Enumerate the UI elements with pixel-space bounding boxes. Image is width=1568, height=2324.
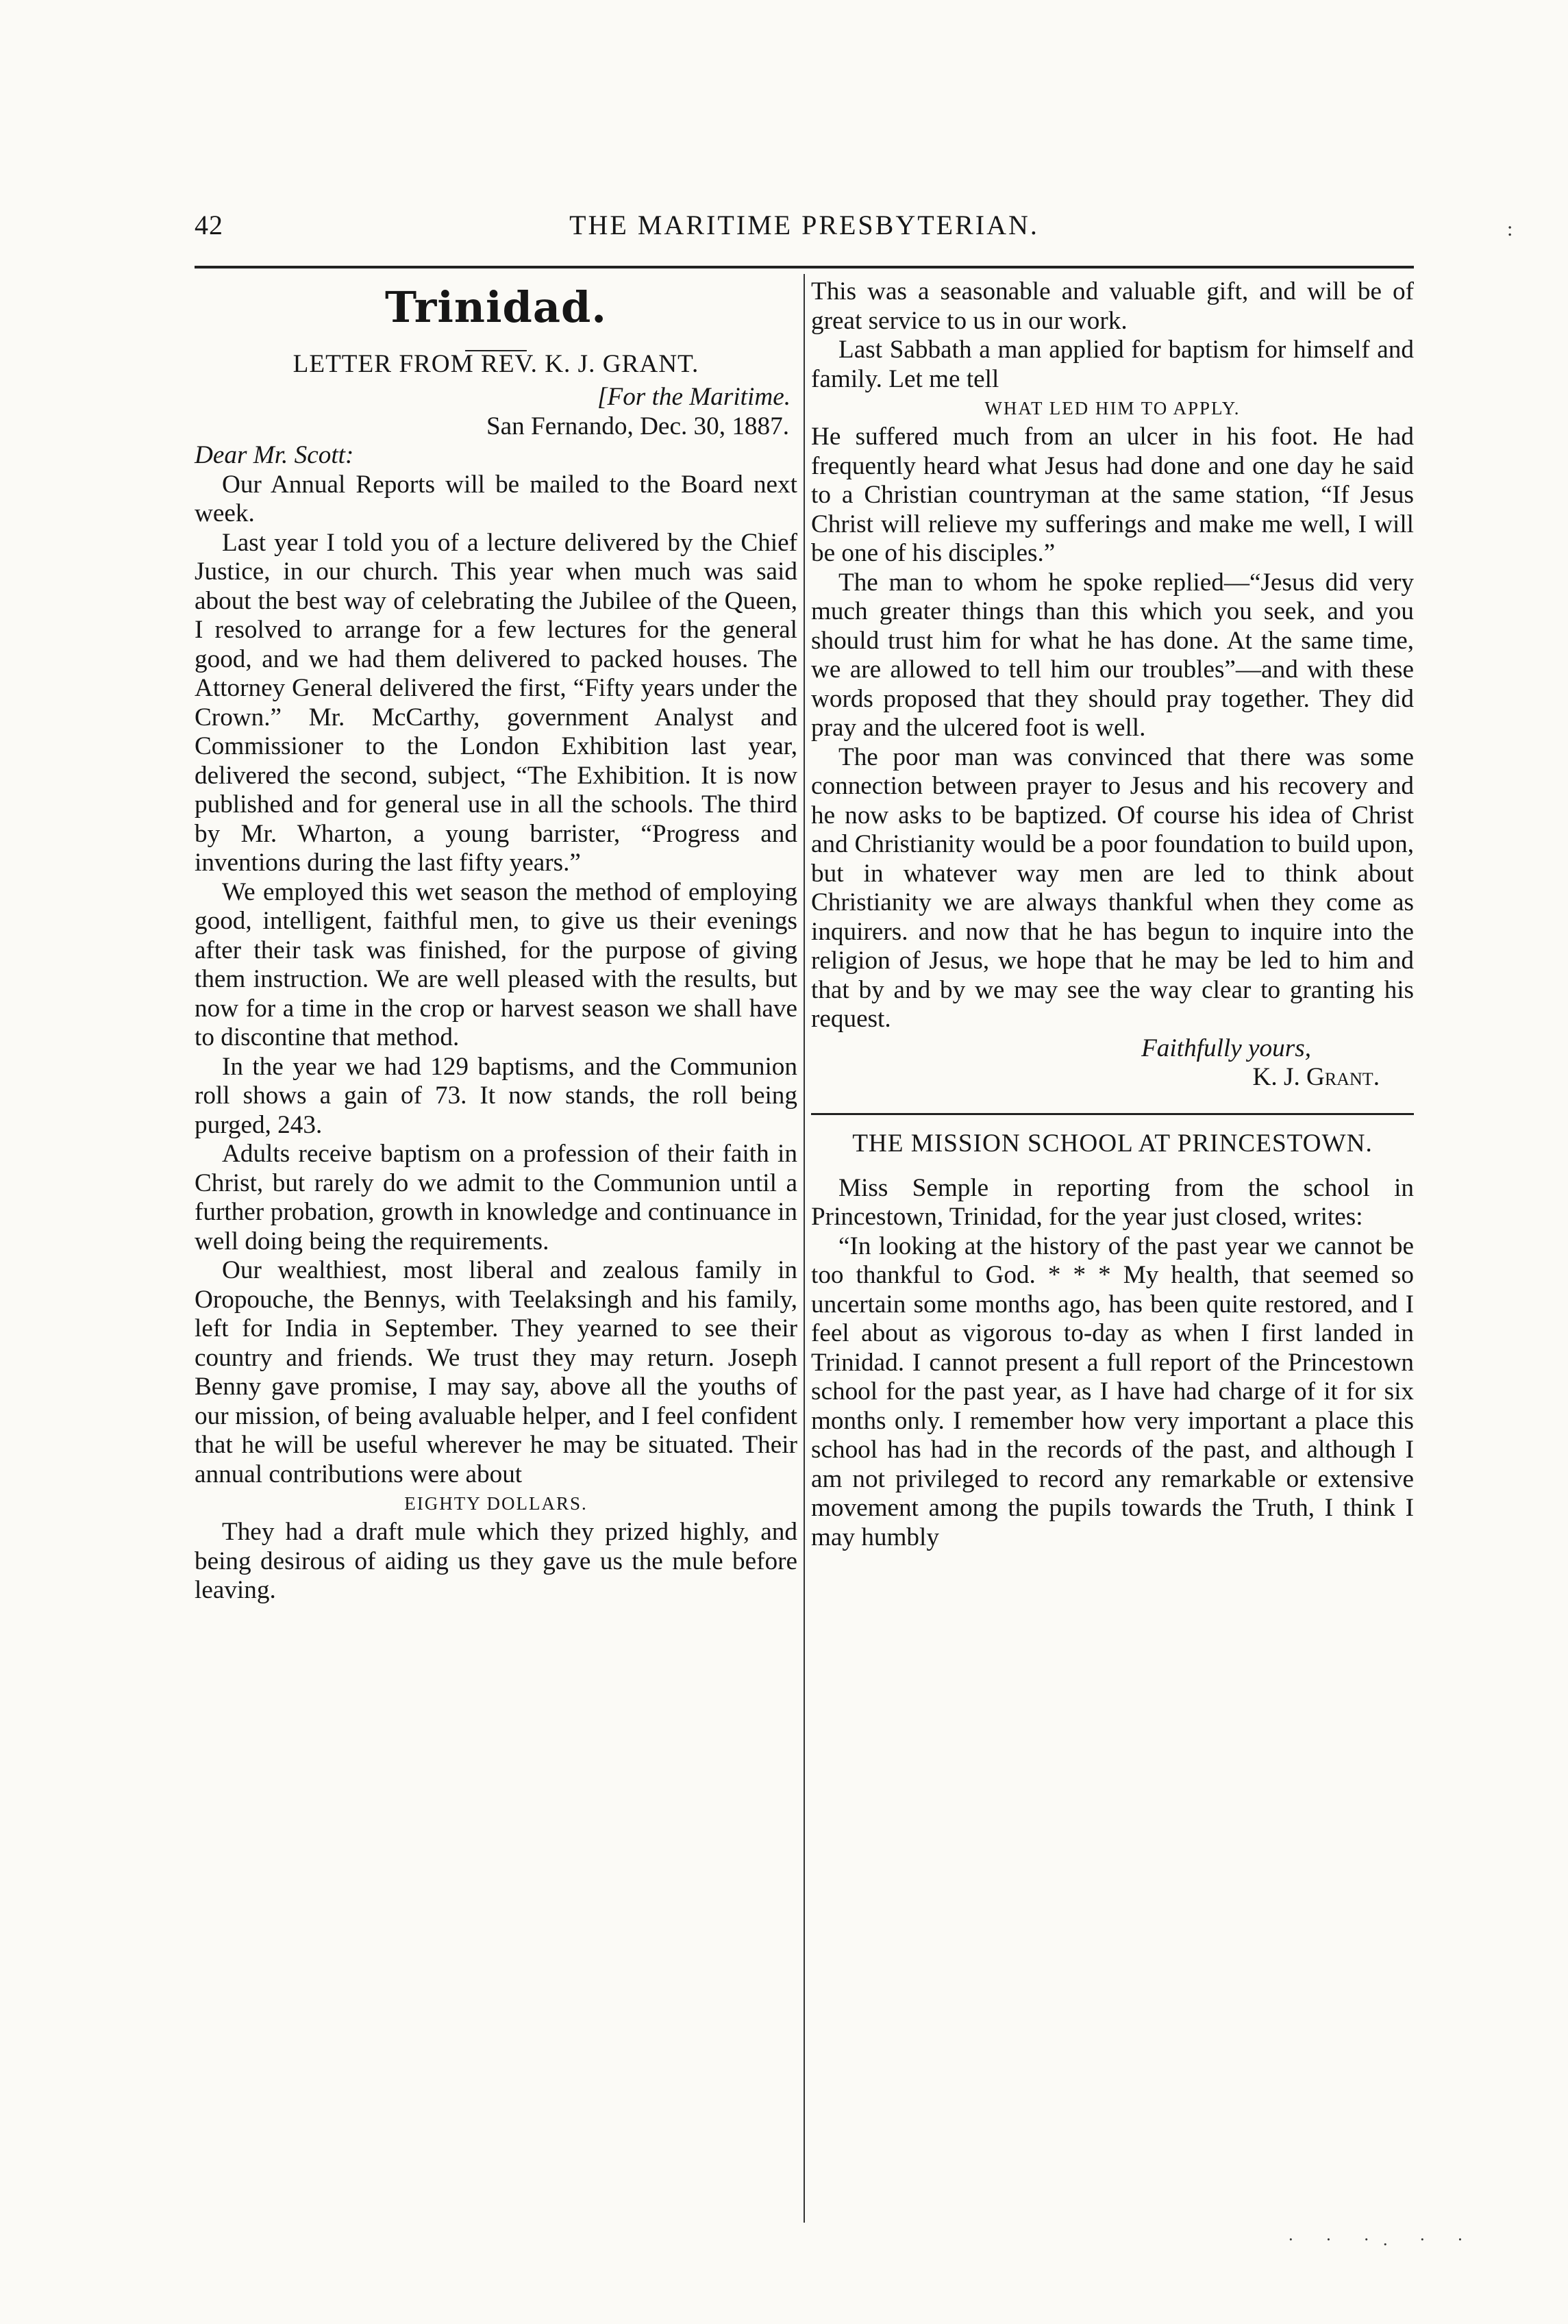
paragraph: Adults receive baptism on a profession of their faith in Christ, but rarely do we admit to the Communion until a further probation, growth in knowledge and continuance in well doing being the requirements. — [195, 1140, 797, 1255]
paragraph: Miss Semple in reporting from the school in Princestown, Trinidad, for the year just closed, writes: — [811, 1173, 1414, 1231]
paragraph: Our Annual Reports will be mailed to the Board next week. — [195, 470, 797, 527]
letter-heading: LETTER FROM REV. K. J. GRANT. — [293, 350, 699, 378]
margin-mark: : — [1507, 218, 1513, 240]
header-rule — [195, 266, 1414, 268]
section-title: Trinidad. — [385, 282, 607, 332]
signature: K. J. Grant. — [1252, 1063, 1380, 1091]
paragraph: Last year I told you of a lecture delivered by the Chief Justice, in our church. This year when much was said about the best way of celebrating the Jubilee of the Queen, I resolved to arrange for a few lectures for the general good, and we had them delivered to packed houses. The Attorney General delivered the first, “Fifty years under the Crown.” Mr. McCarthy, government Analyst and Commissioner to the London Exhibition last year, delivered the second, subject, “The Exhibition. It is now published and for general use in all the schools. The third by Mr. Wharton, a young barrister, “Progress and inventions during the last fifty years.” — [195, 528, 797, 877]
right-column — [811, 277, 1414, 1552]
running-head — [195, 209, 1414, 250]
closing: Faithfully yours, — [1141, 1034, 1311, 1062]
salutation: Dear Mr. Scott: — [195, 441, 354, 469]
dateline: San Fernando, Dec. 30, 1887. — [486, 412, 789, 440]
spacer — [811, 1160, 1414, 1174]
source-note: [For the Maritime. — [597, 383, 791, 411]
paragraph: Our wealthiest, most liberal and zealous family in Oropouche, the Bennys, with Teelaksingh and his family, left for India in September. They yearned to see their country and friends. We trust they may return. Joseph Benny gave promise, I may say, above all the youths of our mission, of being avaluable helper, and I feel confident that he will be useful wherever he may be situated. Their annual contributions were about — [195, 1256, 797, 1488]
left-column — [195, 277, 797, 1605]
subheading: WHAT LED HIM TO APPLY. — [984, 398, 1241, 418]
print-speckles: · · ·. · · — [1288, 2229, 1477, 2249]
paragraph: We employed this wet season the method of employing good, intelligent, faithful men, to give us their evenings after their task was finished, for the purpose of giving them instruction. We are well pleased with the results, but now for a time in the crop or harvest season we shall have to discontine that method. — [195, 877, 797, 1051]
section-rule — [811, 1113, 1414, 1115]
paragraph: They had a draft mule which they prized highly, and being desirous of aiding us they gave us the mule before leaving. — [195, 1518, 797, 1604]
paragraph: “In looking at the history of the past year we cannot be too thankful to God. * * * My health, that seemed so uncertain some months ago, has been quite restored, and I feel about as vigorous to-day as when I first landed in Trinidad. I cannot present a full report of the Princestown school for the past year, as I have had charge of it for six months only. I remember how very important a place this school has had in the records of the past, and although I am not privileged to record any remarkable or extensive movement among the pupils towards the Truth, I think I may humbly — [811, 1232, 1414, 1551]
paragraph: He suffered much from an ulcer in his foot. He had frequently heard what Jesus had done and one day he said to a Christian countryman at the same station, “If Jesus Christ will relieve my sufferings and make me well, I will be one of his disciples.” — [811, 423, 1414, 567]
paragraph: The man to whom he spoke replied—“Jesus did very much greater things than this which you seek, and you should trust him for what he has done. At the same time, we are allowed to tell him our troubles”—and with these words proposed that they should pray together. They did pray and the ulcered foot is well. — [811, 568, 1414, 742]
article-title: THE MISSION SCHOOL AT PRINCESTOWN. — [852, 1129, 1373, 1158]
paragraph: The poor man was convinced that there was some connection between prayer to Jesus and his recovery and he now asks to be baptized. Of course his idea of Christ and Christianity would be a poor foundation to build upon, but in whatever way men are led to think about Christianity we are always thankful when they come as inquirers. and now that he has begun to inquire into the religion of Jesus, we hope that he may be led to him and that by and by we may see the way clear to granting his request. — [811, 742, 1414, 1033]
journal-title: THE MARITIME PRESBYTERIAN. — [569, 210, 1039, 240]
paragraph: This was a seasonable and valuable gift, and will be of great service to us in our work. — [811, 277, 1414, 335]
paragraph: In the year we had 129 baptisms, and the Communion roll shows a gain of 73. It now stands, the roll being purged, 243. — [195, 1052, 797, 1139]
page-number: 42 — [195, 210, 223, 240]
paragraph: Last Sabbath a man applied for baptism for himself and family. Let me tell — [811, 336, 1414, 393]
column-divider — [804, 274, 805, 2223]
subheading: EIGHTY DOLLARS. — [404, 1493, 588, 1514]
